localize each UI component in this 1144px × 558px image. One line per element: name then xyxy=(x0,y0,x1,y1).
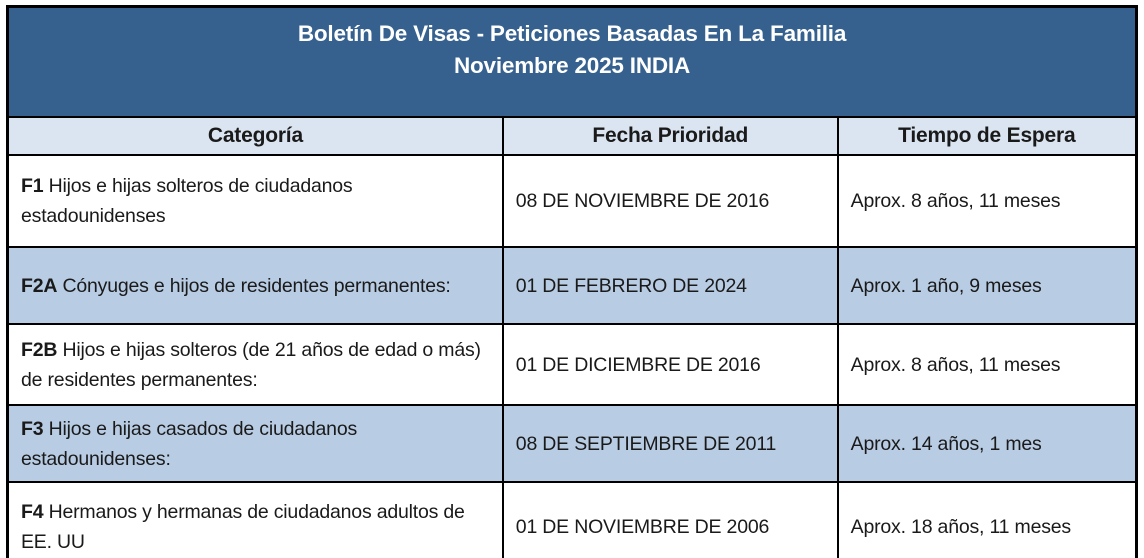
table-row-f2a xyxy=(8,247,1137,324)
wait-time-cell: Aprox. 8 años, 11 meses xyxy=(838,155,1137,247)
table-row-f3 xyxy=(8,405,1137,482)
category-code: F2A xyxy=(21,274,58,297)
priority-date-cell: 01 DE DICIEMBRE DE 2016 xyxy=(503,324,838,405)
wait-time-cell: Aprox. 18 años, 11 meses xyxy=(838,482,1137,558)
column-header-wait-time: Tiempo de Espera xyxy=(838,117,1137,155)
category-code: F1 xyxy=(21,175,44,197)
priority-date-cell: 08 DE NOVIEMBRE DE 2016 xyxy=(503,155,838,247)
category-code: F3 xyxy=(21,417,44,440)
wait-time-cell: Aprox. 8 años, 11 meses xyxy=(838,324,1137,405)
category-text: Hijos e hijas solteros de ciudadanos estadounidenses xyxy=(21,175,353,227)
column-header-category: Categoría xyxy=(8,117,503,155)
title-line-1: Boletín De Visas - Peticiones Basadas En La Familia xyxy=(297,21,847,46)
category-cell xyxy=(8,324,503,405)
priority-date-cell: 01 DE FEBRERO DE 2024 xyxy=(503,247,838,324)
title-line-2: Noviembre 2025 INDIA xyxy=(453,53,691,78)
wait-time-cell: Aprox. 14 años, 1 mes xyxy=(838,405,1137,482)
category-text: Cónyuges e hijos de residentes permanentes: xyxy=(62,274,451,297)
category-text: Hijos e hijas casados de ciudadanos estadounidenses: xyxy=(21,417,358,470)
table-row-f2b xyxy=(8,324,1137,405)
table-row-f4 xyxy=(8,482,1137,558)
category-text: Hijos e hijas solteros (de 21 años de edad o más) de residentes permanentes: xyxy=(21,338,481,391)
visa-bulletin-table xyxy=(6,5,1138,558)
title-row xyxy=(8,7,1137,118)
category-code: F2B xyxy=(21,338,58,361)
column-header-row xyxy=(8,117,1137,155)
table-title xyxy=(8,7,1137,118)
category-text: Hermanos y hermanas de ciudadanos adultos de EE. UU xyxy=(21,501,465,553)
column-header-priority-date: Fecha Prioridad xyxy=(503,117,838,155)
priority-date-cell: 01 DE NOVIEMBRE DE 2006 xyxy=(503,482,838,558)
category-cell xyxy=(8,155,503,247)
wait-time-cell: Aprox. 1 año, 9 meses xyxy=(838,247,1137,324)
priority-date-cell: 08 DE SEPTIEMBRE DE 2011 xyxy=(503,405,838,482)
table-row-f1 xyxy=(8,155,1137,247)
category-cell xyxy=(8,247,503,324)
category-cell xyxy=(8,405,503,482)
category-code: F4 xyxy=(21,501,44,523)
category-cell xyxy=(8,482,503,558)
